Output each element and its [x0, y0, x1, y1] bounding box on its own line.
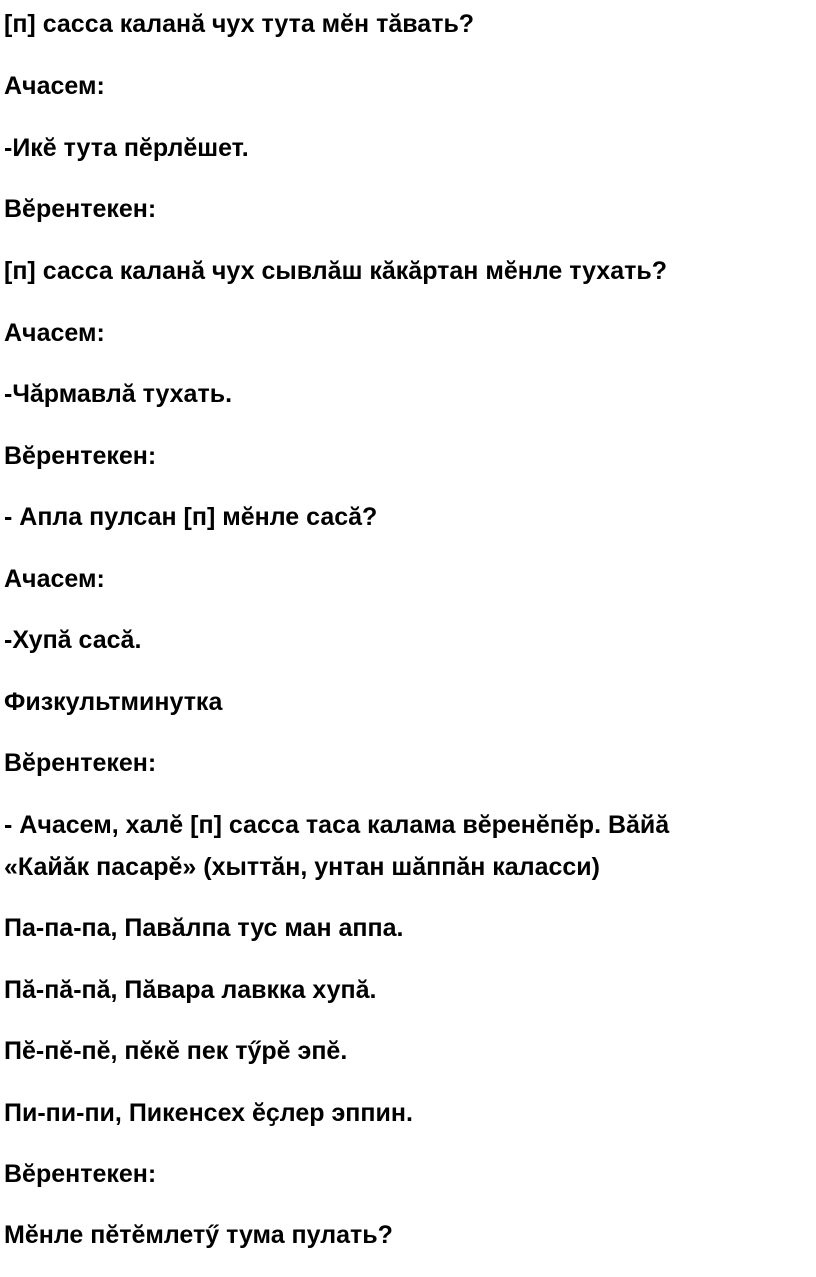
text-line-19: Пи-пи-пи, Пикенсех ӗҫлер эппин.: [4, 1099, 413, 1127]
text-line-16: Па-па-па, Павӑлпа тус ман аппа.: [4, 914, 404, 942]
text-line-7: -Чӑрмавлӑ тухать.: [4, 380, 233, 408]
text-line-10: Ачасем:: [4, 565, 105, 593]
text-line-13: Вӗрентекен:: [4, 749, 157, 777]
text-line-21: Мӗнле пӗтӗмлетӳ тума пулать?: [4, 1221, 393, 1249]
text-line-8: Вӗрентекен:: [4, 442, 157, 470]
text-line-5: [п] сасса каланӑ чух сывлӑш кӑкӑртан мӗнле тухать?: [4, 257, 667, 285]
text-line-3: -Икӗ тута пӗрлӗшет.: [4, 134, 249, 162]
text-line-15: «Кайӑк пасарӗ» (хыттӑн, унтан шӑппӑн каласси): [4, 853, 600, 881]
section-heading: Физкультминутка: [4, 688, 223, 716]
text-line-18: Пӗ-пӗ-пӗ, пӗкӗ пек тӳрӗ эпӗ.: [4, 1037, 348, 1065]
text-line-9: - Апла пулсан [п] мӗнле сасӑ?: [4, 503, 378, 531]
text-line-4: Вӗрентекен:: [4, 195, 157, 223]
text-line-17: Пӑ-пӑ-пӑ, Пӑвара лавкка хупӑ.: [4, 976, 377, 1004]
text-line-11: -Хупӑ сасӑ.: [4, 626, 142, 654]
text-line-20: Вӗрентекен:: [4, 1160, 157, 1188]
text-line-6: Ачасем:: [4, 319, 105, 347]
text-line-2: Ачасем:: [4, 72, 105, 100]
text-line-1: [п] сасса каланӑ чух тута мӗн тӑвать?: [4, 10, 475, 38]
text-line-14: - Ачасем, халӗ [п] сасса таса калама вӗренӗпӗр. Вӑйӑ: [4, 811, 670, 839]
